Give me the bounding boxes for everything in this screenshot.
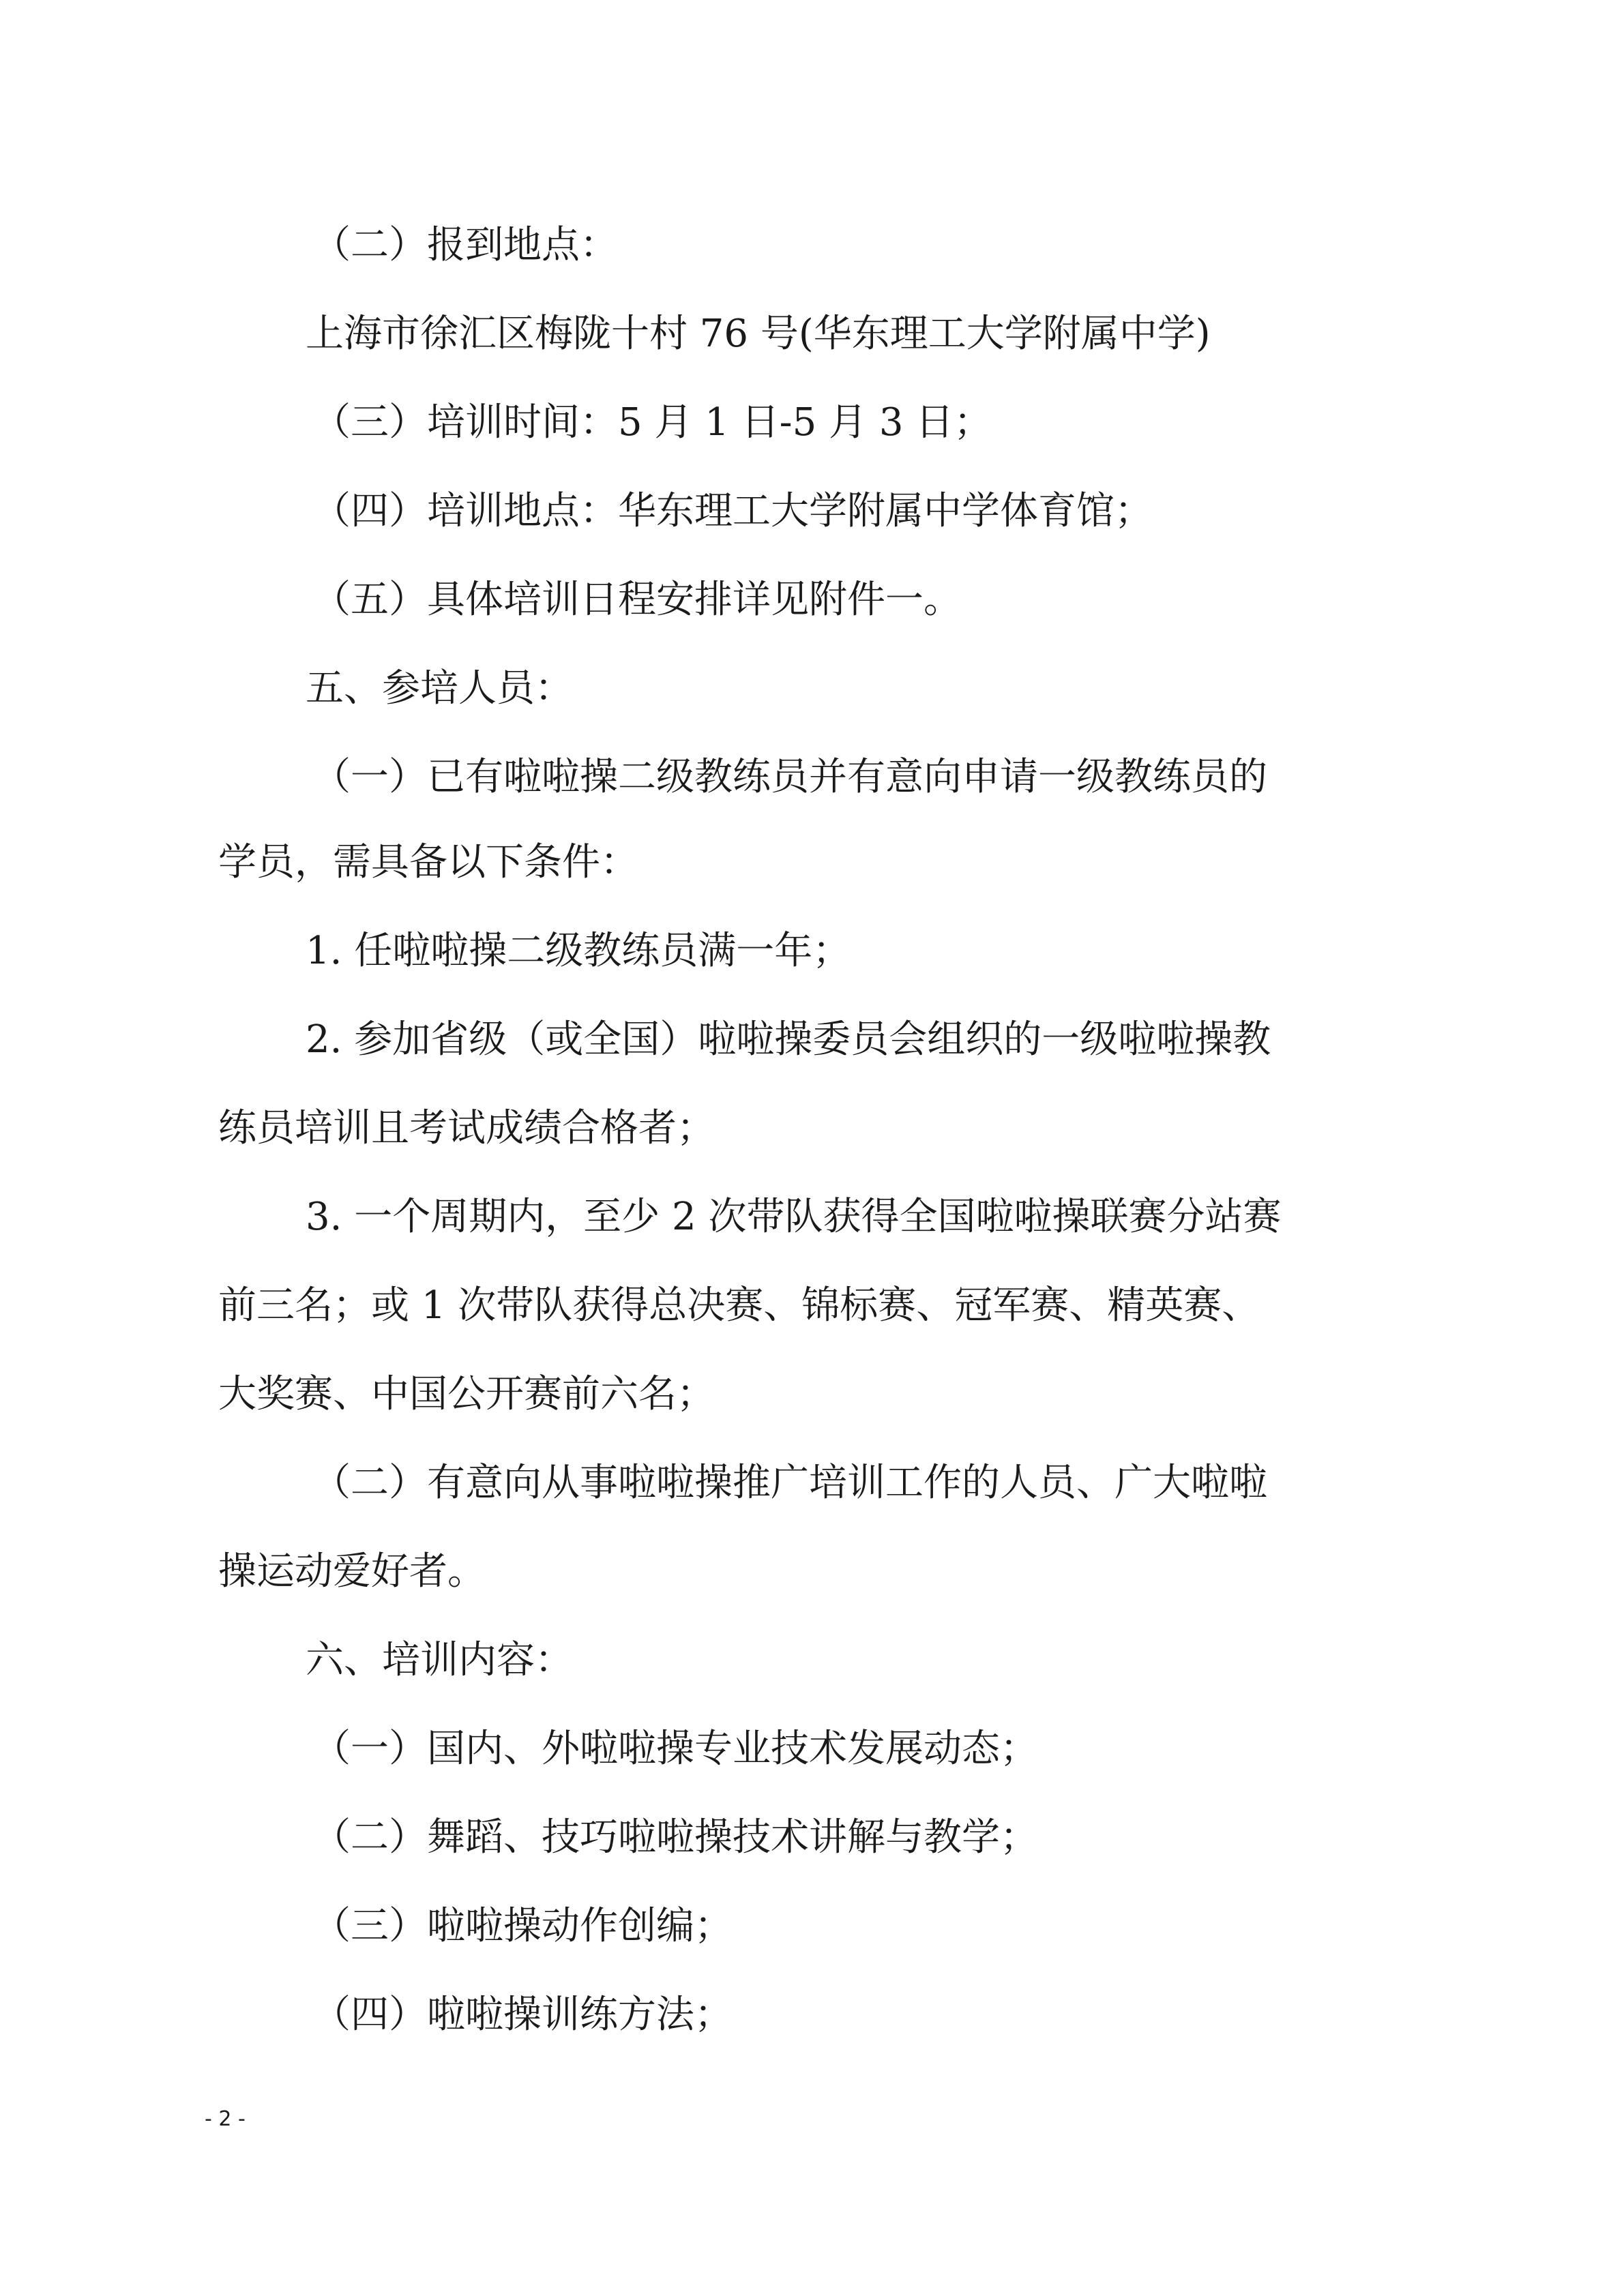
paragraph-line: 上海市徐汇区梅陇十村 76 号(华东理工大学附属中学) bbox=[306, 312, 1211, 356]
paragraph-line: （二）舞蹈、技巧啦啦操技术讲解与教学； bbox=[312, 1815, 1038, 1860]
paragraph-line: （四）培训地点：华东理工大学附属中学体育馆； bbox=[312, 489, 1153, 533]
paragraph-line: 学员，需具备以下条件： bbox=[218, 840, 638, 884]
paragraph-line: （一）国内、外啦啦操专业技术发展动态； bbox=[312, 1727, 1038, 1771]
paragraph-line: 操运动爱好者。 bbox=[218, 1549, 486, 1594]
paragraph-line: （二）有意向从事啦啦操推广培训工作的人员、广大啦啦 bbox=[312, 1461, 1267, 1505]
list-item: 3. 一个周期内，至少 2 次带队获得全国啦啦操联赛分站赛 bbox=[306, 1195, 1282, 1239]
paragraph-line: （五）具体培训日程安排详见附件一。 bbox=[312, 578, 962, 622]
paragraph-line: 大奖赛、中国公开赛前六名； bbox=[218, 1372, 715, 1416]
page-number: - 2 - bbox=[205, 2107, 246, 2131]
paragraph-line: 前三名；或 1 次带队获得总决赛、锦标赛、冠军赛、精英赛、 bbox=[218, 1283, 1260, 1328]
list-item: 1. 任啦啦操二级教练员满一年； bbox=[306, 929, 851, 973]
paragraph-line: 练员培训且考试成绩合格者； bbox=[218, 1106, 715, 1150]
list-item: 2. 参加省级（或全国）啦啦操委员会组织的一级啦啦操教 bbox=[306, 1017, 1271, 1062]
paragraph-line: （一）已有啦啦操二级教练员并有意向申请一级教练员的 bbox=[312, 755, 1267, 799]
paragraph-line: （三）啦啦操动作创编； bbox=[312, 1904, 733, 1948]
section-heading: 五、参培人员： bbox=[306, 666, 573, 711]
paragraph-line: （四）啦啦操训练方法； bbox=[312, 1993, 733, 2037]
paragraph-line: （三）培训时间：5 月 1 日-5 月 3 日； bbox=[312, 400, 992, 445]
section-heading: 六、培训内容： bbox=[306, 1638, 573, 1682]
paragraph-line: （二）报到地点： bbox=[312, 223, 618, 267]
